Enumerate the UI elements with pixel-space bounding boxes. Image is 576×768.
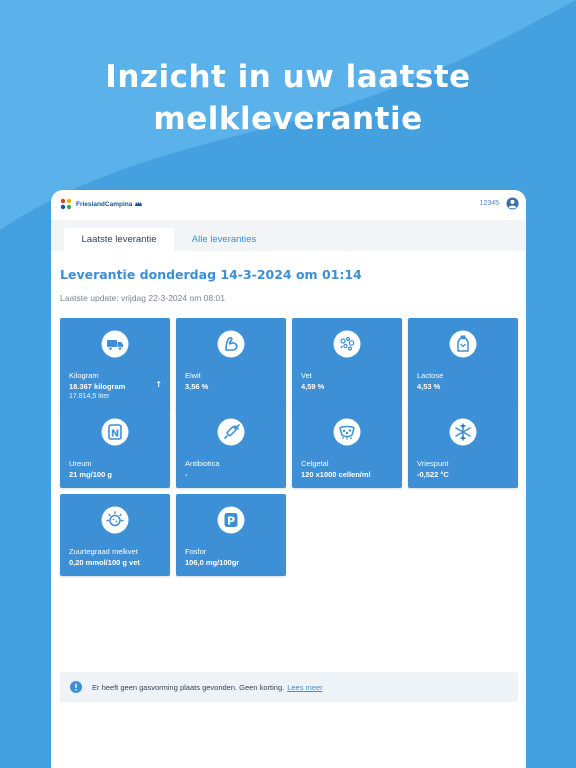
- tile-label: Zuurtegraad melkvet: [69, 547, 138, 556]
- tile-value: 21 mg/100 g: [69, 470, 112, 479]
- lactose-bottle-icon: [449, 330, 477, 358]
- tablet-screen: [51, 190, 526, 768]
- info-banner: [60, 672, 518, 702]
- snowflake-icon: [449, 418, 477, 446]
- tile-vriespunt[interactable]: [408, 406, 518, 488]
- acidity-icon: [101, 506, 129, 534]
- tile-label: Vet: [301, 371, 312, 380]
- tile-value: 0,20 mmol/100 g vet: [69, 558, 140, 567]
- svg-text:N: N: [110, 428, 120, 440]
- tile-label: Vriespunt: [417, 459, 449, 468]
- tile-label: Celgetal: [301, 459, 329, 468]
- crown-icon: [135, 201, 142, 207]
- tile-value: 18.367 kilogram: [69, 382, 126, 391]
- headline-line-1: Inzicht in uw laatste: [105, 59, 471, 95]
- trend-up-icon: ↑: [155, 380, 162, 389]
- user-id: 12345: [479, 200, 499, 207]
- tile-value: -0,522 °C: [417, 470, 449, 479]
- headline-line-2: melkleverantie: [153, 101, 423, 137]
- tile-value: 4,53 %: [417, 382, 441, 391]
- svg-text:P: P: [226, 514, 236, 528]
- tab-latest-delivery[interactable]: Laatste leverantie: [64, 228, 174, 251]
- tile-zuurtegraad[interactable]: [60, 494, 170, 576]
- brand-logo[interactable]: [59, 197, 142, 211]
- cells-icon: [333, 418, 361, 446]
- tile-label: Fosfor: [185, 547, 207, 556]
- tile-label: Kilogram: [69, 371, 99, 380]
- tile-value: 120 x1000 cellen/ml: [301, 470, 371, 479]
- info-text: Er heeft geen gasvorming plaats gevonden. Geen korting.: [92, 682, 285, 692]
- syringe-icon: [217, 418, 245, 446]
- tile-celgetal[interactable]: [292, 406, 402, 488]
- tile-eiwit[interactable]: [176, 318, 286, 409]
- read-more-link[interactable]: Lees meer: [287, 682, 323, 692]
- muscle-icon: [217, 330, 245, 358]
- tile-label: Ureum: [69, 459, 92, 468]
- tile-antibiotica[interactable]: [176, 406, 286, 488]
- tile-label: Eiwit: [185, 371, 201, 380]
- tile-lactose[interactable]: [408, 318, 518, 409]
- tile-ureum[interactable]: [60, 406, 170, 488]
- tile-value: 106,0 mg/100gr: [185, 558, 240, 567]
- frieslandcampina-logo-icon: [59, 197, 73, 211]
- tile-value: 3,56 %: [185, 382, 209, 391]
- last-update-text: Laatste update: vrijdag 22-3-2024 om 08:01: [60, 293, 225, 303]
- metrics-grid: [60, 318, 518, 576]
- letter-n-icon: [101, 418, 129, 446]
- fat-bubbles-icon: [333, 330, 361, 358]
- tab-all-deliveries[interactable]: Alle leveranties: [191, 234, 257, 245]
- tile-fosfor[interactable]: [176, 494, 286, 576]
- tile-label: Antibiotica: [185, 459, 220, 468]
- tab-bar: [51, 220, 526, 251]
- tile-kilogram[interactable]: [60, 318, 170, 409]
- truck-icon: [101, 330, 129, 358]
- user-icon[interactable]: [506, 197, 519, 210]
- tile-vet[interactable]: [292, 318, 402, 409]
- promo-headline: [0, 56, 576, 140]
- tile-sub-value: 17.814,5 liter: [69, 393, 110, 400]
- tile-value: 4,59 %: [301, 382, 325, 391]
- app-header: [51, 190, 526, 220]
- tile-label: Lactose: [417, 371, 444, 380]
- letter-p-icon: [217, 506, 245, 534]
- info-icon: [70, 681, 82, 693]
- tile-value: -: [185, 470, 188, 479]
- delivery-title: Leverantie donderdag 14-3-2024 om 01:14: [60, 267, 362, 282]
- logo-text: FrieslandCampina: [76, 200, 133, 208]
